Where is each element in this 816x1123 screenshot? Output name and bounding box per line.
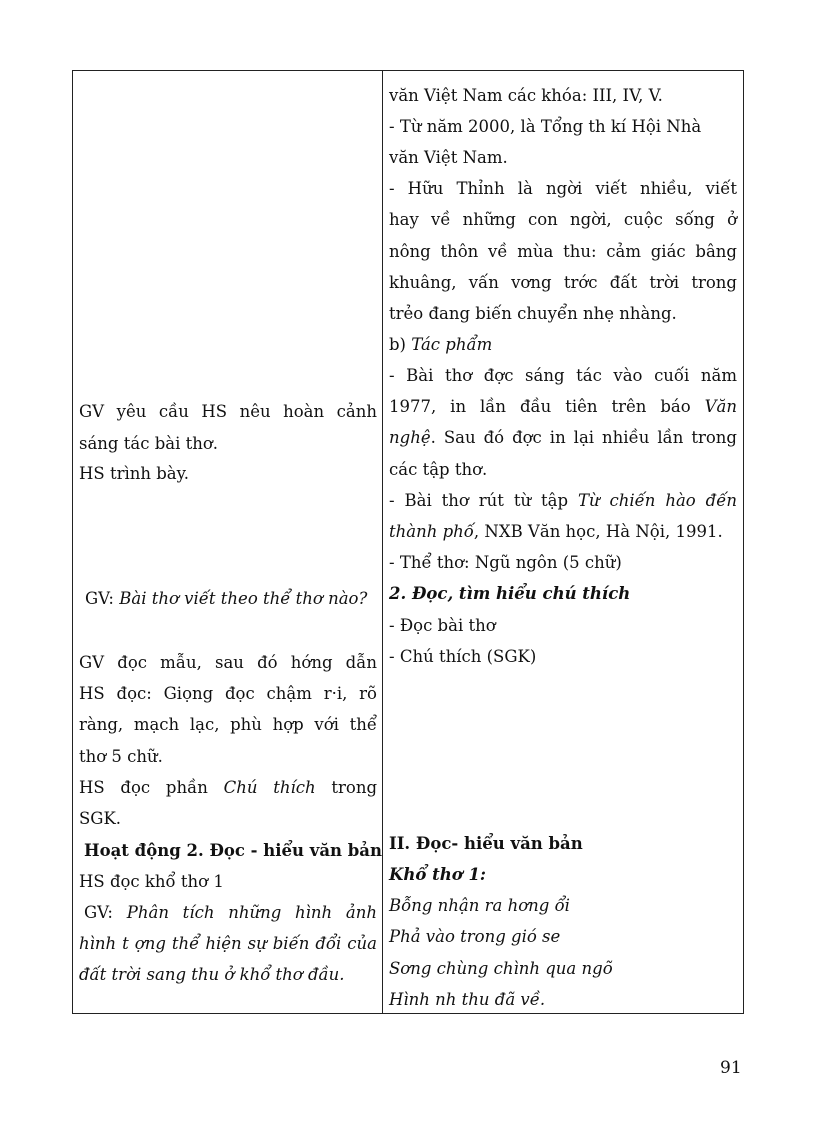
poem-line: Bỗng nhận ra hơng ổi (389, 896, 570, 915)
right-line: khuâng, vấn vơng trớc đất trời trong (389, 273, 737, 292)
question-line: GV: Bài thơ viết theo thể thơ nào? (85, 589, 368, 608)
stanza-title: Khổ thơ 1: (389, 865, 487, 884)
right-line: văn Việt Nam các khóa: III, IV, V. (389, 86, 663, 105)
right-line: - Bài thơ đợc sáng tác vào cuối năm (389, 366, 737, 385)
right-line: trẻo đang biến chuyển nhẹ nhàng. (389, 304, 677, 323)
content-table (72, 70, 744, 1014)
poem-line: Sơng chùng chình qua ngõ (389, 959, 613, 978)
left-line: GV đọc mẫu, sau đó hớng dẫn (79, 653, 377, 672)
right-line: hay về những con ngời, cuộc sống ở (389, 210, 737, 229)
left-line: HS đọc phần Chú thích trong (79, 778, 378, 797)
right-line: 1977, in lần đầu tiên trên báo Văn (389, 397, 737, 416)
left-line: HS đọc khổ thơ 1 (79, 872, 224, 891)
section-heading: II. Đọc- hiểu văn bản (389, 834, 583, 853)
poem-line: Phả vào trong gió se (389, 927, 561, 946)
right-line: thành phố, NXB Văn học, Hà Nội, 1991. (389, 522, 723, 541)
right-line: các tập thơ. (389, 460, 488, 479)
poem-line: Hình nh thu đã về. (389, 990, 546, 1009)
right-line: nghệ. Sau đó đợc in lại nhiều lần trong (389, 428, 737, 447)
left-line: sáng tác bài thơ. (79, 434, 219, 453)
subsection-heading: b) Tác phẩm (389, 335, 493, 354)
right-line: - Đọc bài thơ (389, 616, 496, 635)
right-line: văn Việt Nam. (389, 148, 508, 167)
left-line: GV yêu cầu HS nêu hoàn cảnh (79, 402, 377, 421)
left-line: SGK. (79, 809, 122, 828)
right-line: - Bài thơ rút từ tập Từ chiến hào đến (389, 491, 737, 510)
teacher-student-activity-column (73, 71, 382, 1013)
page-number: 91 (720, 1058, 742, 1078)
left-line: ràng, mạch lạc, phù hợp với thể (79, 715, 377, 734)
right-line: - Hữu Thỉnh là ngời viết nhiều, viết (389, 179, 737, 198)
right-line: - Thể thơ: Ngũ ngôn (5 chữ) (389, 553, 622, 572)
left-line: GV: Phân tích những hình ảnh (84, 903, 378, 922)
right-line: - Chú thích (SGK) (389, 647, 537, 666)
right-line: - Từ năm 2000, là Tổng th kí Hội Nhà (389, 117, 702, 136)
content-column (384, 71, 744, 1013)
left-line: đất trời sang thu ở khổ thơ đầu. (79, 965, 345, 984)
left-line: hình t ợng thể hiện sự biến đổi của (79, 934, 377, 953)
column-divider (382, 71, 383, 1013)
activity-heading: Hoạt động 2. Đọc - hiểu văn bản (84, 841, 382, 860)
left-line: HS trình bày. (79, 464, 190, 483)
left-line: HS đọc: Giọng đọc chậm r·i, rõ (79, 684, 377, 703)
right-line: nông thôn về mùa thu: cảm giác bâng (389, 242, 737, 261)
section-heading: 2. Đọc, tìm hiểu chú thích (389, 584, 631, 603)
left-line: thơ 5 chữ. (79, 747, 163, 766)
